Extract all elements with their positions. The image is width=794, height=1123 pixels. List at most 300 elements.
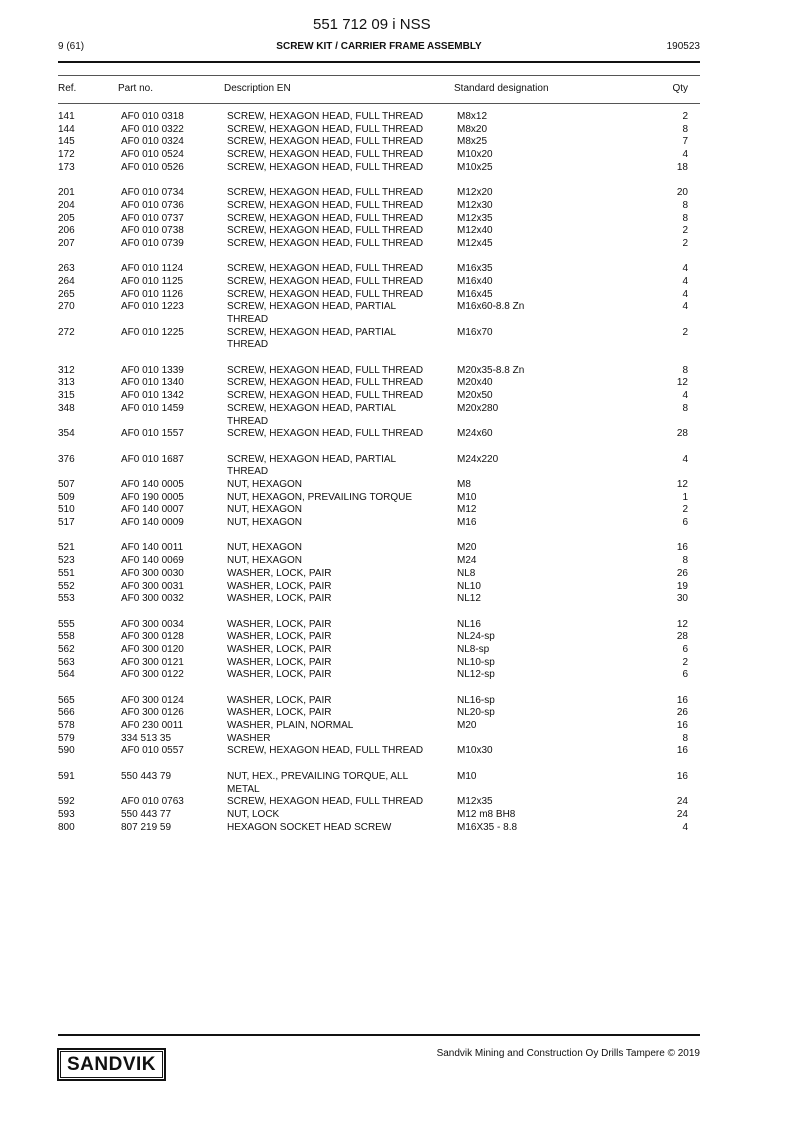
standard-designation-cell: M10x25	[457, 161, 493, 173]
table-header-rule	[58, 103, 700, 104]
description-line: SCREW, HEXAGON HEAD, FULL THREAD	[227, 111, 424, 122]
standard-designation-cell: M12x35	[457, 796, 493, 808]
table-row	[58, 707, 688, 720]
quantity-cell: 4	[682, 453, 688, 465]
standard-designation-cell: M16x40	[457, 275, 493, 287]
table-row	[58, 149, 688, 162]
quantity-cell: 8	[682, 212, 688, 224]
description-cell	[227, 124, 449, 137]
quantity-cell: 16	[676, 720, 688, 732]
quantity-cell: 6	[682, 669, 688, 681]
standard-designation-cell: NL16-sp	[457, 694, 495, 706]
description-cell	[227, 200, 449, 213]
col-desc-header: Description EN	[224, 83, 291, 94]
description-cell	[227, 581, 449, 594]
description-line: NUT, HEXAGON	[227, 479, 303, 490]
part-number-cell: AF0 010 0324	[121, 136, 184, 148]
standard-designation-cell: M12x40	[457, 225, 493, 237]
table-row	[58, 619, 688, 632]
standard-designation-cell: NL12	[457, 593, 481, 605]
document-date: 190523	[666, 41, 700, 52]
description-line: SCREW, HEXAGON HEAD, FULL THREAD	[227, 161, 424, 173]
table-row	[58, 377, 688, 390]
quantity-cell: 2	[682, 504, 688, 516]
ref-cell: 270	[58, 301, 75, 313]
part-number-cell: AF0 010 1225	[121, 326, 184, 338]
part-number-cell: AF0 010 0739	[121, 237, 184, 249]
ref-cell: 578	[58, 720, 75, 732]
standard-designation-cell: M10	[457, 491, 477, 503]
part-number-cell: AF0 300 0120	[121, 643, 184, 655]
description-cell	[227, 479, 449, 492]
quantity-cell: 8	[682, 402, 688, 414]
part-number-cell: AF0 010 1687	[121, 453, 184, 465]
description-cell	[227, 809, 449, 822]
document-number: 551 712 09 i NSS	[313, 16, 431, 33]
standard-designation-cell: M16x70	[457, 326, 493, 338]
ref-cell: 558	[58, 631, 75, 643]
ref-cell: 201	[58, 187, 75, 199]
description-cell	[227, 555, 449, 568]
standard-designation-cell: M16x35	[457, 263, 493, 275]
description-cell	[227, 720, 449, 733]
description-line: NUT, HEXAGON	[227, 504, 303, 516]
table-row	[58, 695, 688, 708]
ref-cell: 313	[58, 377, 75, 389]
ref-cell: 206	[58, 225, 75, 237]
description-line: SCREW, HEXAGON HEAD, FULL THREAD	[227, 288, 424, 300]
table-row	[58, 568, 688, 581]
ref-cell: 265	[58, 288, 75, 300]
standard-designation-cell: M12x20	[457, 187, 493, 199]
standard-designation-cell: NL8	[457, 567, 476, 579]
ref-cell: 207	[58, 237, 75, 249]
quantity-cell: 4	[682, 288, 688, 300]
description-cell	[227, 733, 449, 746]
table-row	[58, 365, 688, 378]
part-number-cell: AF0 300 0122	[121, 669, 184, 681]
standard-designation-cell: M20x50	[457, 390, 493, 402]
description-cell	[227, 276, 449, 289]
quantity-cell: 16	[676, 542, 688, 554]
col-std-header: Standard designation	[454, 83, 549, 94]
part-number-cell: AF0 010 0322	[121, 123, 184, 135]
quantity-cell: 4	[682, 390, 688, 402]
description-cell	[227, 631, 449, 644]
description-line: THREAD	[227, 314, 269, 326]
ref-cell: 579	[58, 732, 75, 744]
ref-cell: 263	[58, 263, 75, 275]
quantity-cell: 2	[682, 237, 688, 249]
table-row	[58, 644, 688, 657]
description-line: SCREW, HEXAGON HEAD, PARTIAL	[227, 402, 397, 414]
table-row	[58, 822, 688, 835]
description-line: SCREW, HEXAGON HEAD, FULL THREAD	[227, 237, 424, 249]
table-row	[58, 187, 688, 200]
description-cell	[227, 492, 449, 505]
ref-cell: 144	[58, 123, 75, 135]
quantity-cell: 28	[676, 428, 688, 440]
description-cell	[227, 695, 449, 708]
description-line: SCREW, HEXAGON HEAD, FULL THREAD	[227, 745, 424, 757]
description-cell	[227, 225, 449, 238]
table-row	[58, 669, 688, 682]
description-line: WASHER, LOCK, PAIR	[227, 669, 332, 681]
quantity-cell: 2	[682, 326, 688, 338]
table-top-rule	[58, 75, 700, 76]
description-cell	[227, 390, 449, 403]
standard-designation-cell: NL24-sp	[457, 631, 495, 643]
standard-designation-cell: M20	[457, 542, 477, 554]
description-cell	[227, 707, 449, 720]
standard-designation-cell: M10x30	[457, 745, 493, 757]
standard-designation-cell: M24x220	[457, 453, 499, 465]
quantity-cell: 16	[676, 745, 688, 757]
quantity-cell: 24	[676, 808, 688, 820]
part-number-cell: AF0 010 1124	[121, 263, 184, 275]
col-qty-header: Qty	[672, 83, 688, 94]
quantity-cell: 28	[676, 631, 688, 643]
description-cell	[227, 187, 449, 200]
description-cell	[227, 289, 449, 302]
description-line: SCREW, HEXAGON HEAD, PARTIAL	[227, 301, 397, 313]
table-row	[58, 289, 688, 302]
description-line: SCREW, HEXAGON HEAD, FULL THREAD	[227, 149, 424, 161]
description-line: SCREW, HEXAGON HEAD, FULL THREAD	[227, 377, 424, 389]
table-row	[58, 403, 688, 428]
quantity-cell: 26	[676, 707, 688, 719]
description-cell	[227, 504, 449, 517]
standard-designation-cell: M20	[457, 720, 477, 732]
description-line: SCREW, HEXAGON HEAD, FULL THREAD	[227, 123, 424, 135]
description-cell	[227, 365, 449, 378]
ref-cell: 523	[58, 555, 75, 567]
part-number-cell: AF0 300 0126	[121, 707, 184, 719]
quantity-cell: 12	[676, 479, 688, 490]
description-cell	[227, 238, 449, 251]
part-number-cell: AF0 140 0069	[121, 555, 184, 567]
description-line: THREAD	[227, 339, 269, 351]
table-row	[58, 542, 688, 555]
sandvik-logo	[57, 1048, 166, 1081]
description-line: WASHER, LOCK, PAIR	[227, 643, 332, 655]
description-line: SCREW, HEXAGON HEAD, FULL THREAD	[227, 796, 424, 808]
ref-cell: 204	[58, 199, 75, 211]
page-header	[58, 41, 700, 55]
ref-cell: 590	[58, 745, 75, 757]
ref-cell: 564	[58, 669, 75, 681]
description-cell	[227, 593, 449, 606]
description-cell	[227, 619, 449, 632]
table-row	[58, 771, 688, 796]
part-number-cell: AF0 010 0524	[121, 149, 184, 161]
standard-designation-cell: NL8-sp	[457, 643, 490, 655]
col-ref-header: Ref.	[58, 83, 77, 94]
part-number-cell: AF0 010 1557	[121, 428, 184, 440]
description-cell	[227, 822, 449, 835]
description-cell	[227, 568, 449, 581]
ref-cell: 145	[58, 136, 75, 148]
description-line: WASHER, LOCK, PAIR	[227, 631, 332, 643]
quantity-cell: 4	[682, 275, 688, 287]
description-line: SCREW, HEXAGON HEAD, PARTIAL	[227, 326, 397, 338]
description-line: SCREW, HEXAGON HEAD, FULL THREAD	[227, 136, 424, 148]
quantity-cell: 8	[682, 364, 688, 376]
ref-cell: 521	[58, 542, 75, 554]
description-cell	[227, 301, 449, 326]
part-number-cell: AF0 300 0128	[121, 631, 184, 643]
table-row	[58, 428, 688, 441]
standard-designation-cell: M8x12	[457, 111, 488, 122]
col-part-header: Part no.	[118, 83, 154, 94]
quantity-cell: 8	[682, 732, 688, 744]
standard-designation-cell: M8	[457, 479, 471, 490]
description-line: WASHER, LOCK, PAIR	[227, 694, 332, 706]
standard-designation-cell: M8x20	[457, 123, 488, 135]
table-row	[58, 517, 688, 530]
part-number-cell: AF0 010 1339	[121, 364, 184, 376]
ref-cell: 555	[58, 618, 75, 630]
description-line: WASHER, PLAIN, NORMAL	[227, 720, 354, 732]
table-row	[58, 124, 688, 137]
quantity-cell: 16	[676, 770, 688, 782]
ref-cell: 551	[58, 567, 75, 579]
table-row	[58, 390, 688, 403]
ref-cell: 509	[58, 491, 75, 503]
quantity-cell: 6	[682, 517, 688, 529]
description-cell	[227, 327, 449, 352]
group-spacer	[58, 530, 688, 543]
ref-cell: 205	[58, 212, 75, 224]
description-line: WASHER, LOCK, PAIR	[227, 656, 332, 668]
quantity-cell: 1	[682, 491, 688, 503]
table-row	[58, 504, 688, 517]
footer-divider	[58, 1034, 700, 1036]
ref-cell: 348	[58, 402, 75, 414]
ref-cell: 552	[58, 580, 75, 592]
standard-designation-cell: M12x35	[457, 212, 493, 224]
ref-cell: 800	[58, 821, 75, 833]
quantity-cell: 6	[682, 643, 688, 655]
description-line: NUT, HEX., PREVAILING TORQUE, ALL	[227, 770, 409, 782]
table-row	[58, 796, 688, 809]
ref-cell: 593	[58, 808, 75, 820]
table-row	[58, 225, 688, 238]
group-spacer	[58, 174, 688, 187]
standard-designation-cell: M16X35 - 8.8	[457, 821, 518, 833]
ref-cell: 591	[58, 770, 75, 782]
table-row	[58, 581, 688, 594]
table-row	[58, 454, 688, 479]
description-cell	[227, 263, 449, 276]
table-row	[58, 809, 688, 822]
copyright-text: Sandvik Mining and Construction Oy Drills Tampere © 2019	[436, 1048, 700, 1059]
ref-cell: 517	[58, 517, 75, 529]
table-row	[58, 162, 688, 175]
parts-table	[58, 111, 688, 834]
part-number-cell: 334 513 35	[121, 732, 172, 744]
page-number: 9 (61)	[58, 41, 85, 52]
part-number-cell: AF0 140 0009	[121, 517, 184, 529]
part-number-cell: AF0 190 0005	[121, 491, 184, 503]
group-spacer	[58, 251, 688, 264]
part-number-cell: AF0 230 0011	[121, 720, 184, 732]
standard-designation-cell: M12 m8 BH8	[457, 808, 516, 820]
quantity-cell: 4	[682, 301, 688, 313]
standard-designation-cell: M12	[457, 504, 477, 516]
ref-cell: 510	[58, 504, 75, 516]
standard-designation-cell: M10	[457, 770, 477, 782]
ref-cell: 354	[58, 428, 75, 440]
description-line: NUT, HEXAGON	[227, 542, 303, 554]
table-row	[58, 213, 688, 226]
table-row	[58, 657, 688, 670]
quantity-cell: 8	[682, 555, 688, 567]
standard-designation-cell: M24	[457, 555, 477, 567]
ref-cell: 563	[58, 656, 75, 668]
description-line: WASHER, LOCK, PAIR	[227, 593, 332, 605]
description-cell	[227, 657, 449, 670]
quantity-cell: 12	[676, 618, 688, 630]
part-number-cell: AF0 010 1340	[121, 377, 184, 389]
table-row	[58, 745, 688, 758]
description-line: HEXAGON SOCKET HEAD SCREW	[227, 821, 392, 833]
table-row	[58, 276, 688, 289]
description-cell	[227, 136, 449, 149]
part-number-cell: AF0 010 1126	[121, 288, 184, 300]
standard-designation-cell: M12x45	[457, 237, 493, 249]
description-line: NUT, HEXAGON, PREVAILING TORQUE	[227, 491, 413, 503]
ref-cell: 172	[58, 149, 75, 161]
quantity-cell: 24	[676, 796, 688, 808]
standard-designation-cell: M16	[457, 517, 477, 529]
quantity-cell: 30	[676, 593, 688, 605]
part-number-cell: AF0 010 0736	[121, 199, 184, 211]
standard-designation-cell: M20x35-8.8 Zn	[457, 364, 525, 376]
part-number-cell: AF0 300 0030	[121, 567, 184, 579]
description-line: WASHER, LOCK, PAIR	[227, 618, 332, 630]
description-line: NUT, HEXAGON	[227, 555, 303, 567]
table-row	[58, 263, 688, 276]
description-line: THREAD	[227, 415, 269, 427]
ref-cell: 272	[58, 326, 75, 338]
standard-designation-cell: NL10	[457, 580, 481, 592]
quantity-cell: 8	[682, 123, 688, 135]
description-line: THREAD	[227, 466, 269, 478]
quantity-cell: 20	[676, 187, 688, 199]
quantity-cell: 7	[682, 136, 688, 148]
standard-designation-cell: NL20-sp	[457, 707, 495, 719]
group-spacer	[58, 441, 688, 454]
ref-cell: 553	[58, 593, 75, 605]
table-header	[58, 83, 688, 97]
description-line: SCREW, HEXAGON HEAD, FULL THREAD	[227, 187, 424, 199]
standard-designation-cell: NL12-sp	[457, 669, 495, 681]
quantity-cell: 26	[676, 567, 688, 579]
group-spacer	[58, 758, 688, 771]
part-number-cell: AF0 010 0738	[121, 225, 184, 237]
description-cell	[227, 403, 449, 428]
description-line: WASHER, LOCK, PAIR	[227, 567, 332, 579]
part-number-cell: AF0 140 0007	[121, 504, 184, 516]
standard-designation-cell: M16x60-8.8 Zn	[457, 301, 525, 313]
description-cell	[227, 517, 449, 530]
table-row	[58, 136, 688, 149]
table-row	[58, 733, 688, 746]
description-cell	[227, 454, 449, 479]
description-line: SCREW, HEXAGON HEAD, FULL THREAD	[227, 364, 424, 376]
description-line: SCREW, HEXAGON HEAD, FULL THREAD	[227, 275, 424, 287]
quantity-cell: 12	[676, 377, 688, 389]
part-number-cell: AF0 300 0121	[121, 656, 184, 668]
description-cell	[227, 377, 449, 390]
part-number-cell: AF0 010 0734	[121, 187, 184, 199]
standard-designation-cell: NL10-sp	[457, 656, 495, 668]
description-line: SCREW, HEXAGON HEAD, FULL THREAD	[227, 199, 424, 211]
table-row	[58, 111, 688, 124]
part-number-cell: AF0 010 0526	[121, 161, 184, 173]
description-line: NUT, HEXAGON	[227, 517, 303, 529]
quantity-cell: 8	[682, 199, 688, 211]
quantity-cell: 18	[676, 161, 688, 173]
description-cell	[227, 796, 449, 809]
part-number-cell: AF0 300 0031	[121, 580, 184, 592]
description-line: WASHER, LOCK, PAIR	[227, 580, 332, 592]
standard-designation-cell: M12x30	[457, 199, 493, 211]
part-number-cell: AF0 300 0032	[121, 593, 184, 605]
ref-cell: 566	[58, 707, 75, 719]
description-cell	[227, 644, 449, 657]
ref-cell: 315	[58, 390, 75, 402]
ref-cell: 507	[58, 479, 75, 490]
part-number-cell: AF0 010 0557	[121, 745, 184, 757]
description-line: SCREW, HEXAGON HEAD, FULL THREAD	[227, 263, 424, 275]
standard-designation-cell: M20x280	[457, 402, 499, 414]
part-number-cell: 550 443 79	[121, 770, 172, 782]
standard-designation-cell: M24x60	[457, 428, 493, 440]
description-cell	[227, 111, 449, 124]
part-number-cell: AF0 010 0318	[121, 111, 184, 122]
part-number-cell: AF0 300 0124	[121, 694, 184, 706]
description-cell	[227, 162, 449, 175]
table-row	[58, 327, 688, 352]
quantity-cell: 16	[676, 694, 688, 706]
standard-designation-cell: M8x25	[457, 136, 488, 148]
part-number-cell: AF0 010 1125	[121, 275, 184, 287]
part-number-cell: AF0 010 1342	[121, 390, 184, 402]
description-line: SCREW, HEXAGON HEAD, FULL THREAD	[227, 390, 424, 402]
table-row	[58, 301, 688, 326]
table-row	[58, 631, 688, 644]
description-cell	[227, 213, 449, 226]
ref-cell: 376	[58, 453, 75, 465]
part-number-cell: AF0 140 0011	[121, 542, 184, 554]
header-divider	[58, 61, 700, 63]
ref-cell: 562	[58, 643, 75, 655]
description-cell	[227, 542, 449, 555]
quantity-cell: 4	[682, 263, 688, 275]
page-title: SCREW KIT / CARRIER FRAME ASSEMBLY	[276, 41, 482, 52]
ref-cell: 141	[58, 111, 75, 122]
quantity-cell: 4	[682, 821, 688, 833]
part-number-cell: AF0 010 0763	[121, 796, 184, 808]
ref-cell: 173	[58, 161, 75, 173]
ref-cell: 565	[58, 694, 75, 706]
quantity-cell: 2	[682, 225, 688, 237]
quantity-cell: 4	[682, 149, 688, 161]
description-line: METAL	[227, 783, 260, 795]
table-row	[58, 555, 688, 568]
